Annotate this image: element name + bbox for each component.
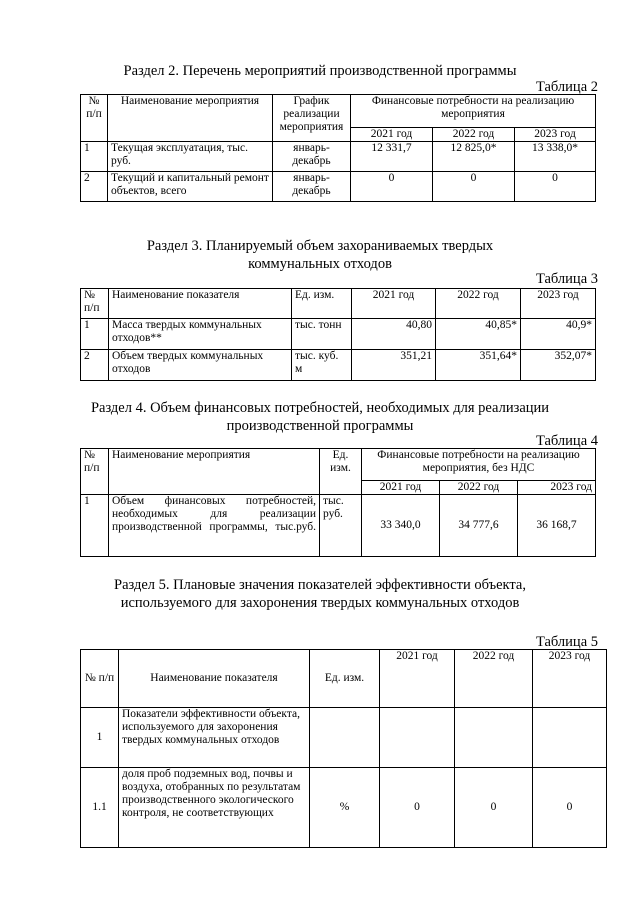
row-value: 40,9* xyxy=(521,319,596,350)
table-row xyxy=(81,172,596,202)
header-name: Наименование показателя xyxy=(119,650,310,708)
header-year: 2021 год xyxy=(380,650,455,708)
row-value: 0 xyxy=(533,768,607,848)
header-schedule: График реализации мероприятия xyxy=(273,95,351,142)
row-num: 1.1 xyxy=(81,768,119,848)
table-3-label: Таблица 3 xyxy=(535,271,598,287)
header-year: 2021 год xyxy=(352,289,436,319)
table-row xyxy=(81,708,607,768)
row-unit: тыс. куб. м xyxy=(292,350,352,381)
header-year: 2021 год xyxy=(362,481,440,495)
table-4-label: Таблица 4 xyxy=(535,433,598,449)
section-5-title: Раздел 5. Плановые значения показателей эффективности объекта, используемого для захоронения твердых коммунальных отходов xyxy=(114,577,526,611)
row-name: Объем финансовых потребностей, необходимых для реализации производственной программы, тыс.руб. xyxy=(109,495,320,557)
row-value xyxy=(380,708,455,768)
table-5 xyxy=(80,649,607,848)
row-value xyxy=(455,708,533,768)
row-value: 12 331,7 xyxy=(351,142,433,172)
header-year: 2023 год xyxy=(515,128,596,142)
section-2-title: Раздел 2. Перечень мероприятий производственной программы xyxy=(123,63,517,79)
header-unit: Ед. изм. xyxy=(310,650,380,708)
header-num: № п/п xyxy=(81,650,119,708)
table-2 xyxy=(80,94,596,202)
header-year: 2022 год xyxy=(436,289,521,319)
header-year: 2023 год xyxy=(518,481,596,495)
table-2-label: Таблица 2 xyxy=(535,79,598,95)
row-value: 13 338,0* xyxy=(515,142,596,172)
row-num: 2 xyxy=(81,172,108,202)
header-num: № п/п xyxy=(81,95,108,142)
row-value: 0 xyxy=(433,172,515,202)
row-unit: % xyxy=(310,768,380,848)
row-name: Показатели эффективности объекта, используемого для захоронения твердых коммунальных отходов xyxy=(119,708,310,768)
row-value: 0 xyxy=(380,768,455,848)
row-value: 40,80 xyxy=(352,319,436,350)
row-name: Текущий и капитальный ремонт объектов, всего xyxy=(108,172,273,202)
table-4 xyxy=(80,448,596,557)
header-unit: Ед. изм. xyxy=(292,289,352,319)
header-finance: Финансовые потребности на реализацию мероприятия, без НДС xyxy=(362,449,596,481)
table-row xyxy=(81,350,596,381)
row-name: Текущая эксплуатация, тыс. руб. xyxy=(108,142,273,172)
row-value: 351,64* xyxy=(436,350,521,381)
row-name: Объем твердых коммунальных отходов xyxy=(109,350,292,381)
row-schedule: январь-декабрь xyxy=(273,172,351,202)
header-name: Наименование мероприятия xyxy=(109,449,320,495)
row-value: 34 777,6 xyxy=(440,495,518,557)
row-num: 1 xyxy=(81,708,119,768)
table-3 xyxy=(80,288,596,381)
table-row xyxy=(81,319,596,350)
section-3-title: Раздел 3. Планируемый объем захораниваемых твердых коммунальных отходов xyxy=(146,238,494,272)
row-value: 352,07* xyxy=(521,350,596,381)
row-schedule: январь-декабрь xyxy=(273,142,351,172)
table-5-label: Таблица 5 xyxy=(535,634,598,650)
header-year: 2023 год xyxy=(521,289,596,319)
row-value: 0 xyxy=(351,172,433,202)
table-row xyxy=(81,768,607,848)
row-num: 1 xyxy=(81,319,109,350)
row-num: 2 xyxy=(81,350,109,381)
table-row xyxy=(81,142,596,172)
row-value: 0 xyxy=(455,768,533,848)
header-name: Наименование мероприятия xyxy=(108,95,273,142)
row-name: доля проб подземных вод, почвы и воздуха, отобранных по результатам производственного экологического контроля, не соответствующих xyxy=(119,768,310,848)
header-name: Наименование показателя xyxy=(109,289,292,319)
row-value: 33 340,0 xyxy=(362,495,440,557)
header-year: 2022 год xyxy=(455,650,533,708)
row-unit xyxy=(310,708,380,768)
row-value: 0 xyxy=(515,172,596,202)
header-unit: Ед. изм. xyxy=(320,449,362,495)
row-unit: тыс. руб. xyxy=(320,495,362,557)
row-value: 12 825,0* xyxy=(433,142,515,172)
row-value xyxy=(533,708,607,768)
header-num: № п/п xyxy=(81,289,109,319)
header-year: 2022 год xyxy=(433,128,515,142)
row-value: 351,21 xyxy=(352,350,436,381)
header-year: 2023 год xyxy=(533,650,607,708)
row-value: 40,85* xyxy=(436,319,521,350)
header-finance: Финансовые потребности на реализацию мероприятия xyxy=(351,95,596,128)
table-row xyxy=(81,495,596,557)
row-value: 36 168,7 xyxy=(518,495,596,557)
header-year: 2021 год xyxy=(351,128,433,142)
header-year: 2022 год xyxy=(440,481,518,495)
row-name: Масса твердых коммунальных отходов** xyxy=(109,319,292,350)
header-num: № п/п xyxy=(81,449,109,495)
row-num: 1 xyxy=(81,495,109,557)
row-num: 1 xyxy=(81,142,108,172)
row-unit: тыс. тонн xyxy=(292,319,352,350)
section-4-title: Раздел 4. Объем финансовых потребностей, необходимых для реализации производственной программы xyxy=(90,400,550,434)
